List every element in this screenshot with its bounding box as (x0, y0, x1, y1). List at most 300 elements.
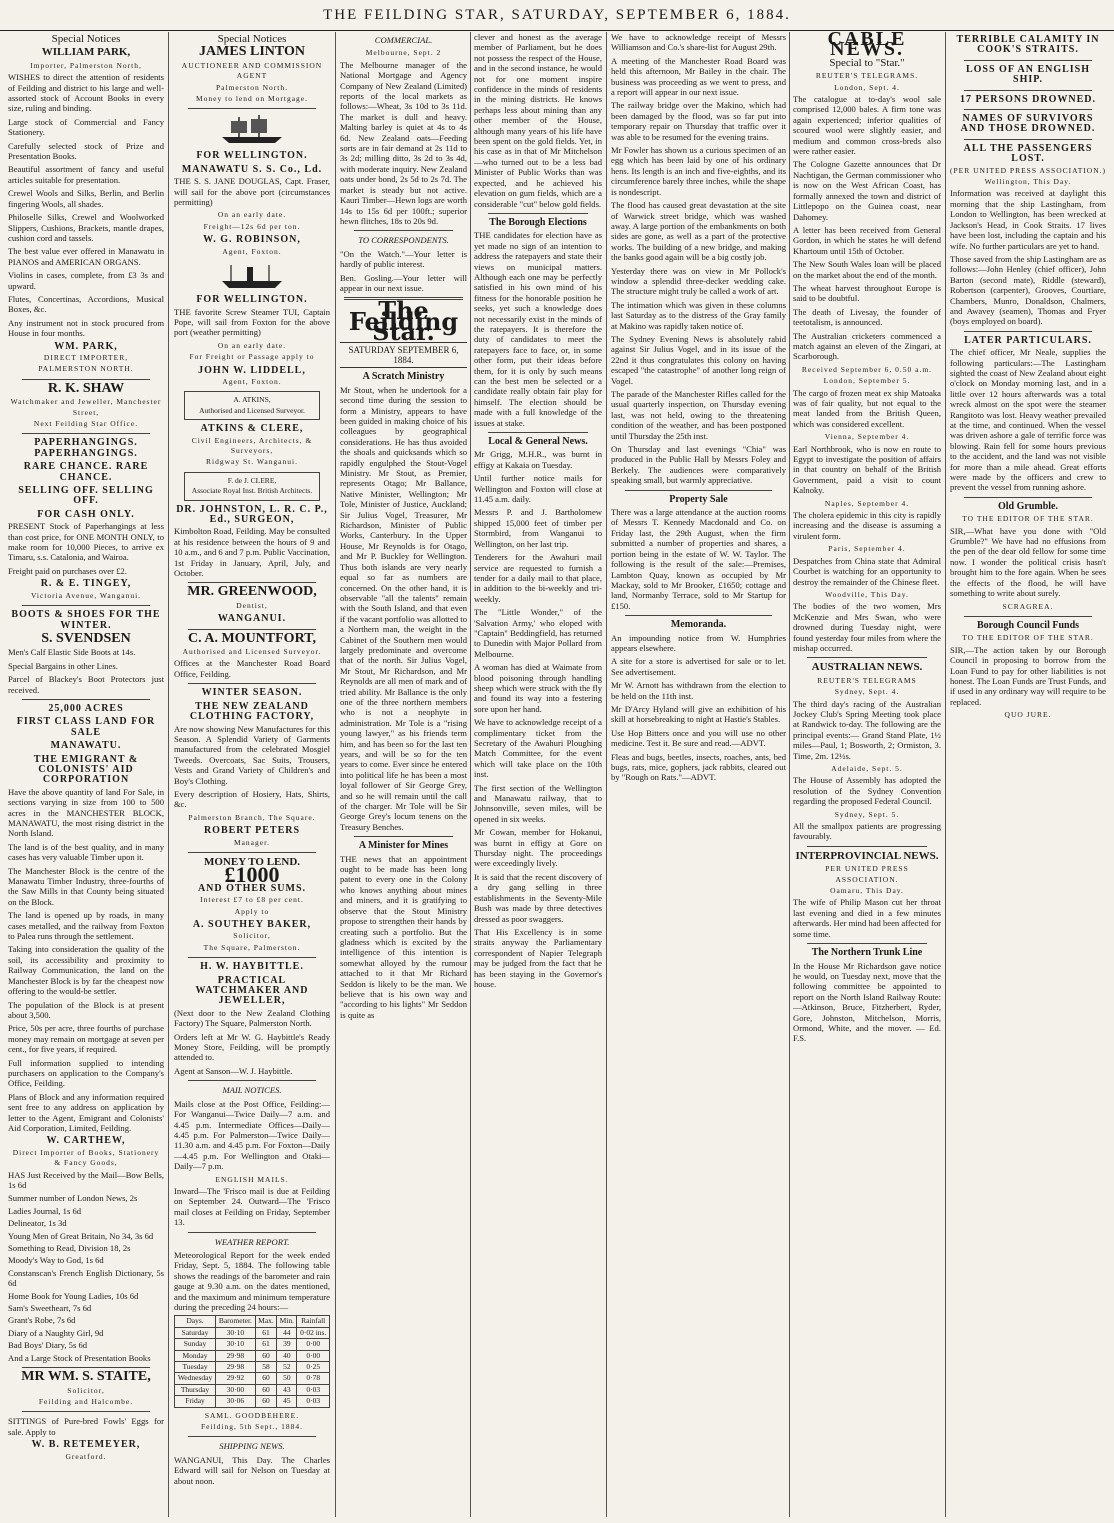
divider (188, 582, 316, 583)
advert-subheading: Palmerston North. (216, 82, 288, 92)
advert-signature: R. & E. TINGEY, (40, 578, 132, 590)
news-item: The railway bridge over the Makino, which had been damaged by the flood, was so far put into temporary repair on Thursday that traffic over it was able to be resumed for the evening trains. (611, 100, 786, 142)
divider (22, 605, 150, 606)
column-2 (174, 32, 330, 1517)
advert-signature: A. SOUTHEY BAKER, (192, 919, 312, 930)
news-item: Use Hop Bitters once and you will use no other medicine. Test it. Be sure and read.—ADVT. (611, 727, 786, 749)
divider (807, 657, 927, 658)
advert-signature: W. CARTHEW, (46, 1135, 126, 1147)
advert-subheading: Feilding and Halcombe. (38, 1396, 134, 1406)
table-row (175, 1384, 330, 1395)
advert-heading: SELLING OFF. SELLING OFF. (18, 485, 154, 507)
advert-heading: PRACTICAL WATCHMAKER AND JEWELLER, (195, 974, 309, 1007)
advert-body: Offices at the Manchester Road Board Office, Feilding. (174, 658, 330, 679)
divider (22, 433, 150, 434)
advert-subheading: Civil Engineers, Architects, & Surveyors, (191, 435, 313, 455)
divider (625, 615, 772, 616)
article-body: WANGANUI, This Day. The Charles Edward will sail for Nelson on Tuesday at about noon. (174, 1454, 330, 1486)
paper-title: The Feilding Star. (348, 296, 459, 347)
section-subheading: REUTER'S TELEGRAMS. (815, 71, 919, 81)
list-item: Any instrument not in stock procured from House in four months. (8, 317, 164, 339)
advert-signature: Agent, Foxton. (222, 376, 282, 386)
list-item: Large stock of Commercial and Fancy Stationery. (8, 116, 164, 138)
dateline: London, Sept. 4. (834, 82, 900, 92)
column-3 (340, 32, 467, 1517)
advert-heading: MR WM. S. STAITE, (21, 1369, 151, 1385)
list-item: Delineator, 1s 3d (8, 1218, 67, 1229)
divider (625, 490, 772, 491)
news-item: A woman has died at Waimate from blood poisoning through handling sheep which were struck with the fly and found its way into a festering sore upon her hand. (474, 662, 602, 714)
advert-body: Every description of Hosiery, Hats, Shirts, &c. (174, 788, 330, 810)
advert-heading: C. A. MOUNTFORT, (188, 630, 316, 646)
news-item: A letter has been received from General Gordon, in which he states he will defend Khartoum until 15th of October. (793, 224, 941, 256)
book-list (8, 1193, 164, 1363)
news-item: Mr Fowler has shown us a curious specimen of an egg which has been laid by one of his ordinary hens. Its length is an inch and five-eighths, and its circumference barely three inches, while the shape is nondescript. (611, 145, 786, 197)
advert-heading: WILLIAM PARK, (41, 46, 131, 59)
divider (964, 616, 1092, 617)
article-body: There was a large attendance at the auction rooms of Messrs T. Kennedy Macdonald and Co. on Friday last, the 29th August, when the firm submitted a number of properties and shares, a portion being in the estate of W. W. Taylor. The following is the result of the sale:—Premises, Lambton Quay, known as occupied by Mr Mackay, sold to Mr Brooker, £1650; cottage and land, Normanby Terrace, sold to Mr Startup for £150. (611, 507, 786, 611)
table-row (175, 1362, 330, 1373)
advert-heading: MANAWATU S. S. Co., Ld. (181, 163, 323, 175)
news-item: The cholera epidemic in this city is rapidly increasing and the disease is assuming a virulent form. (793, 510, 941, 541)
table-cell: 60 (255, 1396, 276, 1407)
section-heading: TO CORRESPONDENTS. (358, 235, 449, 246)
section-heading: SHIPPING NEWS. (219, 1441, 285, 1452)
article-body: Meteorological Report for the week ended Friday, Sept. 5, 1884. The following table shows the readings of the barometer and rain gauge at 9.30 a.m. on the dates mentioned, and the maximum and minimum temperature during the preceding 24 hours:— (174, 1249, 330, 1312)
weather-signature: SAML. GOODBEHERE. (204, 1410, 300, 1420)
dateline: Sydney, Sept. 5. (834, 809, 900, 819)
masthead: THE FEILDING STAR, SATURDAY, SEPTEMBER 6, 1884. (0, 0, 1114, 31)
advert-body: Plans of Block and any information required sent free to any address on application by letter to the Agent, Emigrant and Colonists' Aid Corporation, Limited, Feilding. (8, 1091, 164, 1133)
divider (22, 1411, 150, 1412)
divider (188, 683, 316, 684)
dateline: Woodville, This Day. (825, 589, 909, 599)
advert-heading: FOR CASH ONLY. (37, 508, 135, 520)
advert-signature: W. B. RETEMEYER, (31, 1439, 141, 1451)
table-cell: 60 (255, 1373, 276, 1384)
advert-body: SITTINGS of Pure-bred Fowls' Eggs for sale. Apply to (8, 1416, 164, 1437)
news-item: Mr Grigg, M.H.R., was burnt in effigy at Kakaia on Tuesday. (474, 449, 602, 470)
list-item: Philoselle Silks, Crewel and Woolworked Slippers, Cushions, Brackets, mantle drapes, cushion cord and tassels. (8, 212, 164, 243)
divider (807, 846, 927, 847)
advert-body: HAS Just Received by the Mail—Bow Bells, 1s 6d (8, 1169, 164, 1190)
news-item: We have to acknowledge receipt of a complimentary ticket from the Secretary of the Awahuri Ploughing Match Committee, for the event which will take place on the 10th inst. (474, 717, 602, 780)
advert-heading: AND OTHER SUMS. (197, 882, 307, 894)
list-item: And a Large Stock of Presentation Books (8, 1352, 151, 1363)
ship-icon (217, 113, 287, 147)
advert-heading: BOOTS & SHOES FOR THE WINTER. (11, 609, 161, 631)
date-line: SATURDAY SEPTEMBER 6, 1884. (340, 342, 467, 369)
column-rule (945, 32, 946, 1517)
advert-body: WISHES to direct the attention of residents of Feilding and district to his large and well-assorted stock of Account Books in every size, ruling and binding. (8, 72, 164, 114)
table-cell: 29·98 (216, 1362, 256, 1373)
section-heading: COMMERCIAL. (374, 35, 433, 45)
card-line: Associate Royal Inst. British Architects. (191, 486, 313, 496)
divider (22, 379, 150, 380)
list-item: Young Men of Great Britain, No 34, 3s 6d (8, 1230, 154, 1241)
list-item: Violins in cases, complete, from £3 3s and upward. (8, 270, 164, 291)
advert-body: Orders left at Mr W. G. Haybittle's Ready Money Store, Feilding, will be promptly attended to. (174, 1031, 330, 1063)
table-cell: 58 (255, 1362, 276, 1373)
table-cell: Wednesday (175, 1373, 216, 1384)
advert-body: Kimbolton Road, Feilding. May be consulted at his residence between the hours of 9 and 10 a.m., and 6 and 7 p.m. Public Vaccination, 1st Friday in January, April, July, and October. (174, 526, 330, 579)
article-body: "On the Watch."—Your letter is hardly of public interest. (340, 248, 467, 270)
headline: NAMES OF SURVIVORS AND THOSE DROWNED. (960, 113, 1096, 135)
dateline: Received September 6, 0.50 a.m. (801, 364, 933, 374)
article-heading: The Borough Elections (489, 216, 587, 228)
news-item: Mr W. Arnott has withdrawn from the election to be held on the 11th inst. (611, 680, 786, 701)
steamer-icon (217, 261, 287, 291)
article-body: Ben. Gosling.—Your letter will appear in our next issue. (340, 272, 467, 293)
table-cell: 60 (255, 1384, 276, 1395)
article-heading: Property Sale (669, 493, 728, 505)
news-item: The flood has caused great devastation at the site of Warwick street bridge, which was washed away. A large portion of the embankments on both sides are gone, as well as a part of the protective works. The building of a new bridge, and making the banks good again will be a big costly job. (611, 200, 786, 263)
section-heading: MAIL NOTICES. (222, 1085, 282, 1096)
divider (188, 629, 316, 630)
dateline: Oamaru, This Day. (830, 886, 904, 896)
list-item: Beautiful assortment of fancy and useful articles suitable for presentation. (8, 164, 164, 185)
amount-display: £1000 (224, 862, 280, 888)
news-item: The wife of Philip Mason cut her throat last evening and died in a few minutes afterwards. Her mind had been affected for some time. (793, 897, 941, 939)
news-item: The first section of the Wellington and Manawatu railway, that to Johnsonville, seven miles, will be opened in six weeks. (474, 782, 602, 824)
news-item: Yesterday there was on view in Mr Pollock's window a splendid three-decker wedding cake. The structure might truly be called a work of art. (611, 265, 786, 297)
article-body: Inward—The 'Frisco mail is due at Feilding on September 24. Outward—The 'Frisco mail closes at Feilding on Friday, September 13. (174, 1185, 330, 1228)
table-header: Barometer. (216, 1316, 256, 1327)
table-header: Max. (255, 1316, 276, 1327)
article-body: Mails close at the Post Office, Feilding:—For Wanganui—Twice Daily—7 a.m. and 4.45 p.m. Intermediate Offices—Daily—4.45 p.m. For Palmerston—Twice Daily—11.30 a.m. and 4.45 p.m. For Foxton—Daily—4.45 p.m. For Wellington and Otaki—Daily—7 p.m. (174, 1098, 330, 1172)
news-item: Fleas and bugs, beetles, insects, roaches, ants, bed bugs, rats, mice, gophers, jack rabbits, cleared out by "Rough on Rats."—ADVT. (611, 751, 786, 783)
advert-body: THE S. S. JANE DOUGLAS, Capt. Fraser, will sail for the above port (circumstances permitting) (174, 176, 330, 208)
advert-body: Special Bargains in other Lines. (8, 660, 118, 671)
table-row (175, 1373, 330, 1384)
advert-heading: 25,000 ACRES (48, 702, 124, 714)
article-body: Those saved from the ship Lastingham are as follows:—John Henley (chief officer), John Barton (second mate), Riddle (steward), Robertson (carpenter), Grooves, Courtiare, Chambers, Munro, Donaldson, Chalmers, and Awavey (seamen), Thomas and Fryer (boys employed on board). (950, 253, 1106, 327)
advert-subheading: AUCTIONEER AND COMMISSION AGENT (181, 60, 323, 81)
divider (807, 943, 927, 944)
advert-subheading: Dentist, (236, 600, 268, 610)
advert-subheading: For Freight or Passage apply to (189, 352, 315, 362)
news-item: A meeting of the Manchester Road Board was held this afternoon, Mr Bailey in the chair. The business was proceeding as we went to press, and a report will appear in our next issue. (611, 55, 786, 98)
dateline: Sydney, Sept. 4. (834, 687, 900, 697)
dateline: Adelaide, Sept. 5. (831, 764, 903, 773)
headline: 17 PERSONS DROWNED. (960, 93, 1096, 105)
article-body: THE candidates for election have as yet made no sign of an intention to address the ratepayers and state their views on municipal matters. Although each one may be perfectly satisfied in his own mind of his fitness for the honorable position he seeks, yet such a knowledge does not necessarily exist in the minds of the ratepayers. It is therefore the duty of candidates to meet the ratepayers face to face, or, in some other form, put their ideas before them, for it is only by such means can the best men be selected or a candidate really obtain fair play for himself. The election should be made with a full knowledge of the issues at stake. (474, 230, 602, 428)
article-heading: Memoranda. (670, 619, 727, 631)
table-cell: Thursday (175, 1384, 216, 1395)
divider (964, 109, 1092, 110)
advert-heading: THE NEW ZEALAND CLOTHING FACTORY, (189, 700, 315, 723)
list-item: Something to Read, Division 18, 2s (8, 1243, 131, 1254)
news-item: The parade of the Manchester Rifles called for the usual quarterly inspection, on Thursday evening last, was not held, owing to the threatening condition of the weather, and has been postponed until Thursday the 25th inst. (611, 389, 786, 441)
article-body: Information was received at daylight this morning that the ship Lastingham, from London to Wellington, has been wrecked at Jackson's Head, in Cook Straits. 17 lives have been lost, including the captain and his wife. No further particulars are yet to hand. (950, 188, 1106, 251)
table-cell: 0·78 (297, 1373, 330, 1384)
news-item: The House of Assembly has adopted the resolution of the Sydney Convention regarding the proposed Federal Council. (793, 775, 941, 807)
advert-subheading: Palmerston Branch, The Square. (188, 812, 316, 822)
table-cell: 60 (255, 1350, 276, 1361)
advert-subheading: Solicitor, (67, 1385, 105, 1395)
advert-body: THE favorite Screw Steamer TUI, Captain Pope, will sail from Foxton for the above port (weather permitting) (174, 306, 330, 338)
list-item: Sam's Sweetheart, 7s 6d (8, 1303, 92, 1314)
headline: LATER PARTICULARS. (964, 334, 1092, 346)
news-item: Tenderers for the Awahuri mail service are requested to furnish a tender for a daily mail to that place, in addition to the bi-weekly and tri-weekly. (474, 552, 602, 604)
special-heading: Special to "Star." (829, 56, 905, 69)
advert-subheading: Apply to (234, 906, 270, 916)
divider (964, 497, 1092, 498)
dateline: Naples, September 4. (824, 498, 910, 508)
advert-subheading: WANGANUI. (217, 613, 287, 625)
advert-subheading: Money to lend on Mortgage. (195, 94, 309, 104)
advert-signature: Agent, Foxton. (222, 246, 282, 256)
dateline: Wellington, This Day. (984, 177, 1072, 187)
article-body: Mr Stout, when he undertook for a second time during the session to form a Ministry, appears to have been guided in making choice of his colleagues by geographical considerations. He has thus avoided the shoals and quicksands which so rapidly engulphed the Stout-Vogel Ministry. Mr Stout, as Premier, represents Otago; Mr Ballance, Native Minister, Wellington; Mr Tole, Minister of Justice, Auckland; Sir Julius Vogel, Treasurer, Mr Richardson, Minister of Public Works, Canterbury. In the Upper House, Mr Reynolds is for Otago, and Mr P. Buckley for Wellington. Thus both islands are very nearly equal so far as numbers are concerned. On the other hand, it is observable "all the talents" remain with the South Island, and that even if the vacant portfolio was allotted to a Northern man, the weight in the Cabinet of the Southern men would largely predominate and overcome that of the north. Sir Julius Vogel, Mr Stout, Mr Richardson, and Mr Reynolds are all men of mark and of tried ability. Mr Ballance is the only one of the three northern members who is not a neophyte in administration. Mr Tole is a "rising young lawyer," as his friends term him, and has been so for the last ten years, and will be so for the ten years to come. Ever since he entered into political life he has been a most loyal follower of Sir George Grey, and so he will remain until the call of the charger. Mr Tole will be Sir George Grey's locum tenens on the Treasury Benches. (340, 384, 467, 832)
table-cell: 0·03 (297, 1384, 330, 1395)
advert-body: The population of the Block is at present about 3,500. (8, 999, 164, 1020)
letter-signature: QUO JURE. (1004, 710, 1052, 720)
advert-body: Full information supplied to intending purchasers on application to the Company's Office, Feilding. (8, 1057, 164, 1089)
news-item: On Thursday and last evenings "Chia" was produced in the Public Hall by Messrs Foley and Berkely. The audiences were comparatively speaking small, but warmly appreciative. (611, 444, 786, 486)
news-item: It is said that the recent discovery of a dry gang selling in three establishments in the Seventy-Mile Bush was made by three detectives dressed as poor swaggers. (474, 871, 602, 924)
section-subheading: TO THE EDITOR OF THE STAR. (962, 633, 1094, 643)
cable-news-heading: CABLE NEWS. (827, 32, 907, 61)
advert-heading: FOR WELLINGTON. (196, 150, 308, 162)
card-line: A. ATKINS, (233, 395, 271, 405)
list-item: Flutes, Concertinas, Accordions, Musical Boxes, &c. (8, 293, 164, 315)
table-cell: 61 (255, 1327, 276, 1338)
advert-heading: WINTER SEASON. (201, 687, 303, 699)
divider (964, 90, 1092, 91)
table-cell: 0·02 ins. (297, 1327, 330, 1338)
advert-heading: MR. GREENWOOD, (187, 584, 317, 600)
advert-heading: ATKINS & CLERE, (200, 423, 304, 435)
column-5 (611, 32, 786, 1517)
headline: ALL THE PASSENGERS LOST. (963, 142, 1093, 165)
news-item: Mr D'Arcy Hyland will give an exhibition of his skill at horsebreaking to night at Hastie's Stables. (611, 703, 786, 725)
table-cell: 0·00 (297, 1339, 330, 1350)
business-card (184, 472, 320, 501)
advert-heading: MONEY TO LEND. (203, 855, 301, 868)
advert-subheading: Freight—12s 6d per ton. (203, 221, 301, 231)
advert-body: Are now showing New Manufactures for this Season. A Splendid Variety of Garments manufactured from the celebrated Mosgiel Tweeds. Overcoats, Sac Suits, Trousers, Vests and Grand Variety of Children's and Boy's Clothing. (174, 723, 330, 786)
advert-subheading: Authorised and Licensed Surveyor. (182, 647, 322, 657)
list-item: Diary of a Naughty Girl, 9d (8, 1327, 104, 1338)
article-body: THE news that an appointment ought to be made has been long patent to every one in the Colony who knows anything about mines and miners, and it is gratifying to observe that the Stout Ministry propose to strengthen their hands by creating such a portfolio. But the gladness which is excited by the intelligence of this intention is somewhat alloyed by the rumour attached to it that Mr Richard Seddon is likely to be the man. We believe that is his own way and "according to his lights" Mr Seddon is quite as (340, 853, 467, 1020)
advert-heading: R. K. SHAW (47, 380, 125, 396)
divider (188, 108, 316, 109)
news-item: The third day's racing of the Australian Jockey Club's Spring Meeting took place at Randwick to-day. The following are the principal events:— Grand Stand Plate, 1½ miles—Paul, 1; Bosworth, 2; Ormiston, 3. Time, 2m. 12½s. (793, 698, 941, 761)
table-cell: 50 (277, 1373, 297, 1384)
advert-signature: Manager. (233, 837, 271, 847)
news-item: Despatches from China state that Admiral Courbet is watching for an opportunity to destroy the remainder of the Chinese fleet. (793, 555, 941, 587)
advert-signature: Victoria Avenue, Wanganui. (30, 590, 142, 600)
list-item: Grant's Robe, 7s 6d (8, 1315, 76, 1326)
table-cell: 30·00 (216, 1384, 256, 1395)
news-item: The bodies of the two women, Mrs McKenzie and Mrs Swan, who were drowned during Tuesday night, were found yesterday four miles from where the mishap occurred. (793, 601, 941, 653)
table-cell: 61 (255, 1339, 276, 1350)
dateline: London, September 5. (823, 376, 911, 386)
section-subheading: ENGLISH MAILS. (215, 1174, 289, 1184)
table-cell: Tuesday (175, 1362, 216, 1373)
divider (354, 836, 453, 837)
advert-body: PRESENT Stock of Paperhangings at less than cost price, for ONE MONTH ONLY, to make room for 10,000 Pieces, to arrive ex Timaru, s.s. Catalonia, and Wairoa. (8, 521, 164, 563)
divider (188, 1436, 316, 1437)
table-cell: 30·06 (216, 1396, 256, 1407)
divider (188, 852, 316, 853)
article-body: SIR,—What have you done with "Old Grumble?" We have had no effusions from the pen of the dear old fellow for some time now. I wonder the political crisis hasn't brought him to the fore again. When he sees the effects of the flood, he will have something to write about surely. (950, 525, 1106, 599)
table-cell: 30·10 (216, 1339, 256, 1350)
advert-body: The land is of the best quality, and in many cases has very valuable Timber upon it. (8, 841, 164, 863)
section-heading: INTERPROVINCIAL NEWS. (795, 849, 939, 862)
advert-heading: H. W. HAYBITTLE. (200, 961, 304, 973)
divider (964, 60, 1092, 61)
advert-body: Price, 50s per acre, three fourths of purchase money may remain on mortgage at seven per cent., for five years, if required. (8, 1023, 164, 1055)
advert-subheading: Ridgway St. Wanganui. (206, 457, 298, 467)
table-row (175, 1396, 330, 1407)
news-item: The Cologne Gazette announces that Dr Nachtigan, the German commissioner who is now on the West African Coast, has formally annexed the town and district of Littlepopo on the Guinea coast, near Dahomey. (793, 159, 941, 222)
advert-subheading: Watchmaker and Jeweller, Manchester Street, (10, 397, 162, 417)
advert-subheading: On an early date. (217, 340, 287, 350)
dateline: Paris, September 4. (828, 544, 906, 554)
advert-signature: W. G. ROBINSON, (203, 234, 301, 246)
article-body: The chief officer, Mr Neale, supplies the following particulars:—The Lastingham sighted the coast of New Zealand about eight o'clock on Monday morning last, and in a little over 12 hours afterwards was a total wreck almost on the spot were the steamer Rangitoto was lost. Heavy weather prevailed at the time, and continued. When the vessel was driven ashore a gale of terrific force was blowing. Rain fell for some hours previous to the accident, and the land was not visible for more than a mile ahead. Great efforts were made by the officers and crew to prevent the vessel from running ashore. (950, 347, 1106, 493)
table-header: Min. (277, 1316, 297, 1327)
table-cell: 0·00 (297, 1350, 330, 1361)
news-item: Until further notice mails for Wellington and Foxton will close at 11.45 a.m. daily. (474, 473, 602, 505)
section-subheading: PER UNITED PRESS ASSOCIATION. (825, 864, 909, 884)
news-item: The intimation which was given in these columns last Saturday as to the distress of the Gray family at Makino was rapidly taken notice of. (611, 299, 786, 331)
column-7 (950, 32, 1106, 1517)
article-heading: A Scratch Ministry (362, 371, 445, 383)
news-item: The New South Wales loan will be placed on the market about the end of the month. (793, 259, 941, 280)
weather-table (174, 1315, 330, 1407)
advert-signature: Solicitor, (233, 931, 271, 941)
advert-signature: Greatford. (65, 1451, 107, 1461)
list-item: Ladies Journal, 1s 6d (8, 1205, 82, 1216)
section-heading: AUSTRALIAN NEWS. (811, 661, 923, 674)
table-cell: 40 (277, 1350, 297, 1361)
advert-subheading: Next Feilding Star Office. (33, 419, 139, 428)
list-item: Summer number of London News, 2s (8, 1193, 138, 1204)
advert-signature: DIRECT IMPORTER, (43, 352, 129, 362)
advert-subheading: Interest £7 to £8 per cent. (200, 895, 304, 905)
column-4 (474, 32, 602, 1517)
card-line: Authorised and Licensed Surveyor. (199, 405, 305, 415)
advert-body: Men's Calf Elastic Side Boots at 14s. (8, 647, 136, 658)
section-subheading: REUTER'S TELEGRAMS (817, 675, 917, 685)
article-heading: Borough Council Funds (976, 619, 1080, 631)
divider (22, 699, 150, 700)
advert-body: Agent at Sanson—W. J. Haybittle. (174, 1065, 293, 1076)
news-item: The "Little Wonder," of the 'Salvation Army,' who eloped with "Captain" Beddingfield, has returned to Dunedin with Major Pollard from Melbourne. (474, 607, 602, 659)
divider (188, 957, 316, 958)
list-item: The best value ever offered in Manawatu in PIANOS and AMERICAN ORGANS. (8, 246, 164, 267)
advert-heading: THE EMIGRANT & COLONISTS' AID CORPORATION (33, 753, 139, 786)
headline: TERRIBLE CALAMITY IN COOK'S STRAITS. (956, 34, 1100, 56)
advert-signature: PALMERSTON NORTH. (38, 364, 134, 374)
news-item: The catalogue at to-day's wool sale comprised 12,000 bales. A firm tone was again experienced; inferior qualities of scoured wool were slightly easier, and medium and common cross-breds also were rather easier. (793, 94, 941, 157)
list-item: Moody's Way to God, 1s 6d (8, 1255, 104, 1266)
news-item: Messrs P. and J. Bartholomew shipped 15,000 feet of timber per Stormbird, from Wanganui to Wellington, on her last trip. (474, 507, 602, 549)
headline: LOSS OF AN ENGLISH SHIP. (965, 63, 1091, 86)
column-rule (470, 32, 471, 1517)
list-item: Carefully selected stock of Prize and Presentation Books. (8, 140, 164, 162)
article-body: The Melbourne manager of the National Mortgage and Agency Company of New Zealand (Limited) reports of the local markets as follows:—Wheat, 3s 10d to 3s 11d. The market is dull and heavy. Malting barley is quiet at 4s to 4s 6d. New Zealand oats—Feeding sorts are in fair demand at 2s 11d to 3s 2d; milling ditto, 3s 2d to 3s 4d, with moderate inquiry. New Zealand oats under bond, 2s 5d to 2s 7d. The market is steady but not active. Kauri Timber—Hewn logs are worth 14s to 15s 6d per 100ft.; superior hewn flitches, 18s to 20s 9d. (340, 59, 467, 226)
divider (354, 230, 453, 231)
column-1 (8, 32, 164, 1517)
table-cell: 0·03 (297, 1396, 330, 1407)
divider (964, 331, 1092, 332)
advert-body: Freight paid on purchases over £2. (8, 565, 127, 576)
section-title: Special Notices (51, 33, 121, 45)
news-item: We have to acknowledge receipt of Messrs Williamson and Co.'s share-list for August 29th. (611, 32, 786, 53)
advert-subheading: Importer, Palmerston North, (30, 60, 142, 70)
news-item: All the smallpox patients are progressing favourably. (793, 821, 941, 842)
advert-heading: PAPERHANGINGS. PAPERHANGINGS. (34, 437, 138, 459)
article-heading: The Northern Trunk Line (811, 947, 923, 959)
advert-body: Parcel of Blackey's Boot Protectors just received. (8, 674, 164, 695)
advert-heading: JAMES LINTON (199, 44, 305, 60)
table-row (175, 1327, 330, 1338)
news-item: Mr Cowan, member for Hokanui, was burnt in effigy at Gore on Thursday night. The proceedings were exceedingly lively. (474, 827, 602, 869)
list-item: Crewel Wools and Silks, Berlin, and Berlin fingering Wools, all shades. (8, 188, 164, 209)
news-item: The wheat harvest throughout Europe is said to be doubtful. (793, 282, 941, 304)
advert-heading: FIRST CLASS LAND FOR SALE (16, 716, 156, 738)
table-cell: 29·92 (216, 1373, 256, 1384)
column-rule (168, 32, 169, 1517)
table-cell: 43 (277, 1384, 297, 1395)
divider (488, 432, 588, 433)
business-card (184, 391, 320, 420)
dateline: Vienna, September 4. (824, 432, 910, 442)
list-item: Constanscan's French English Dictionary, 5s 6d (8, 1267, 164, 1289)
news-item: Earl Northbrook, who is now en route to Egypt to investigate the position of affairs in that country on behalf of the British Government, paid a visit to count Kalnoky. (793, 443, 941, 496)
section-subheading: (PER UNITED PRESS ASSOCIATION.) (950, 165, 1106, 175)
article-heading: Old Grumble. (997, 500, 1058, 512)
divider (188, 1080, 316, 1081)
card-line: F. de J. CLERE, (227, 475, 277, 485)
advert-heading: S. SVENDSEN (41, 630, 131, 646)
column-rule (606, 32, 607, 1517)
advert-body: Taking into consideration the quality of the soil, its accessibility and proximity to Railway Communication, the land on the Manchester Block is by far the cheapest now offering to the would-be settler. (8, 944, 164, 997)
table-row (175, 1350, 330, 1361)
section-title: Special Notices (217, 33, 287, 45)
article-body: SIR,—The action taken by our Borough Council in proposing to borrow from the Loan Fund to pay for other liabilities is not honest. The Loan Funds are Trust Funds, and if used in any ordinary way will require to be replaced. (950, 644, 1106, 707)
divider (22, 1367, 150, 1368)
table-cell: Saturday (175, 1327, 216, 1338)
news-item: That His Excellency is in some straits anyway the Parliamentary correspondent of Napier Telegraph may be judged from the fact that he has been staying in the Governor's house. (474, 926, 602, 989)
table-cell: 30·10 (216, 1327, 256, 1338)
news-item: The death of Livesay, the founder of teetotalism, is announced. (793, 306, 941, 328)
news-item: A site for a store is advertised for sale or to let. See advertisement. (611, 656, 786, 677)
article-heading: A Minister for Mines (358, 840, 449, 852)
table-cell: Sunday (175, 1339, 216, 1350)
article-heading: Local & General News. (488, 436, 588, 448)
table-cell: Friday (175, 1396, 216, 1407)
advert-subheading: On an early date. (217, 210, 287, 220)
advert-heading: MANAWATU. (50, 740, 122, 752)
advert-signature: ROBERT PETERS (203, 825, 301, 837)
table-row (175, 1339, 330, 1350)
advert-subheading: Direct Importer of Books, Stationery & Fancy Goods, (12, 1147, 160, 1168)
table-header-row (175, 1316, 330, 1327)
table-cell: 0·25 (297, 1362, 330, 1373)
dateline: Melbourne, Sept. 2 (365, 48, 442, 58)
divider (964, 139, 1092, 140)
letter-signature: SCRAGREA. (1002, 601, 1054, 611)
news-item: The cargo of frozen meat ex ship Matoaka was of fair quality, but not equal to the meat landed from the British Queen, which was considered excellent. (793, 387, 941, 429)
table-cell: 52 (277, 1362, 297, 1373)
advert-signature: The Square, Palmerston. (203, 942, 301, 952)
advert-body: Have the above quantity of land For Sale, in sections varying in size from 100 to 500 acres in the MANCHESTER BLOCK, MANAWATU, the most rising district in the North Island. (8, 786, 164, 839)
